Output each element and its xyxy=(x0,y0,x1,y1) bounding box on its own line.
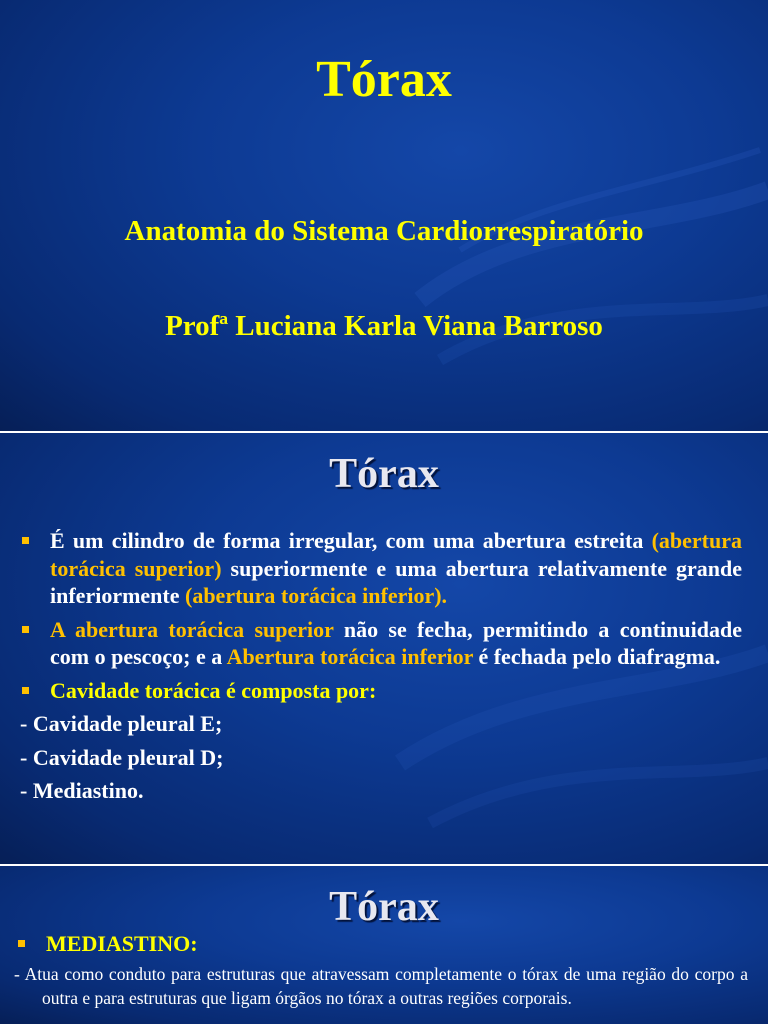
bullet-2-highlight-b: Abertura torácica inferior xyxy=(226,644,473,669)
bullet-2-text-a: não se fecha, permitindo a continuidade com o pescoço; e a xyxy=(50,616,742,669)
slide-1-subtitle: Anatomia do Sistema Cardiorrespiratório xyxy=(124,215,644,247)
slide-2 xyxy=(0,433,768,864)
slide-3 xyxy=(0,866,768,1024)
list-item: - Mediastino. xyxy=(20,778,144,803)
slide-1 xyxy=(0,0,768,431)
bullet-3-text: Cavidade torácica é composta por: xyxy=(50,677,377,703)
square-bullet-icon xyxy=(22,687,29,694)
slide-3-paragraph: - Atua como conduto para estruturas que atravessam completamente o tórax de uma região do corpo a outra e para estruturas que ligam órgãos no tórax a outras regiões corporais. xyxy=(14,964,748,1008)
bullet-mediastino-text: MEDIASTINO: xyxy=(46,931,198,956)
slide-1-author: Profª Luciana Karla Viana Barroso xyxy=(165,310,603,342)
slide-2-bullet-1 xyxy=(18,527,742,610)
bullet-1-highlight-a: (abertura torácica superior) xyxy=(50,528,742,581)
slide-1-title: Tórax xyxy=(316,51,452,108)
bullet-1-text-b: superiormente e uma abertura relativamente grande inferiormente xyxy=(50,555,742,608)
bullet-2-highlight-a: A abertura torácica superior xyxy=(50,616,334,642)
slide-3-body xyxy=(14,930,748,1010)
square-bullet-icon xyxy=(22,537,29,544)
slide-2-body xyxy=(18,527,742,811)
slide-2-title: Tórax xyxy=(329,451,439,497)
bullet-2-text-b: é fechada pelo diafragma. xyxy=(472,644,721,669)
square-bullet-icon xyxy=(22,626,29,633)
bullet-1-highlight-b: (abertura torácica inferior). xyxy=(185,583,448,608)
slide-2-bullet-2 xyxy=(18,616,742,671)
bullet-1-text-a: É um cilindro de forma irregular, com uma abertura estreita xyxy=(50,528,652,553)
list-item: - Cavidade pleural E; xyxy=(20,711,223,736)
slide-3-title: Tórax xyxy=(329,884,439,930)
list-item: - Cavidade pleural D; xyxy=(20,744,224,770)
slide-2-bullet-3 xyxy=(18,677,742,705)
slide-3-bullet-1 xyxy=(14,930,748,958)
square-bullet-icon xyxy=(18,940,25,947)
